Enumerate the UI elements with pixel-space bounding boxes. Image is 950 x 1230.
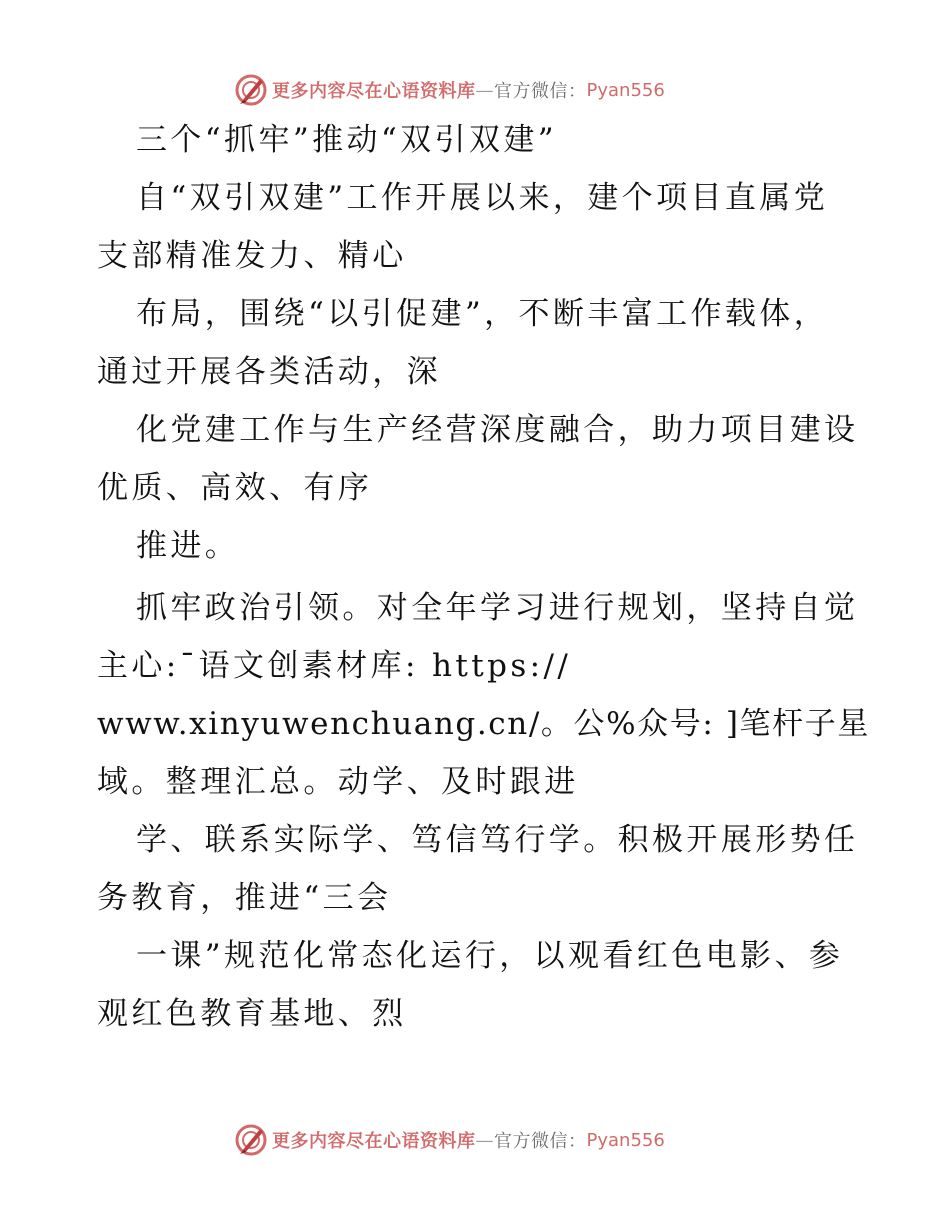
text-line: 自“双引双建”工作开展以来，建个项目直属党 <box>136 180 829 216</box>
text-line: 布局，围绕“以引促建”，不断丰富工作载体， <box>136 296 829 332</box>
text-line: 三个“抓牢”推动“双引双建” <box>136 122 557 158</box>
banner-wechat-id: Pyan556 <box>586 79 665 101</box>
banner-dash: — <box>475 1129 494 1151</box>
footer-banner-content <box>234 1120 665 1160</box>
banner-official-text: 官方微信： <box>494 81 587 102</box>
banner-library-text: 更多内容尽在心语资料库 <box>272 81 476 102</box>
text-line: 观红色教育基地、烈 <box>97 996 407 1032</box>
text-line: 学、联系实际学、笃信笃行学。积极开展形势任 <box>136 822 859 858</box>
text-line: 域。整理汇总。动学、及时跟进 <box>97 764 579 800</box>
banner-official-text: 官方微信： <box>494 1131 587 1152</box>
text-line: 抓牢政治引领。对全年学习进行规划，坚持自觉 <box>136 590 859 626</box>
text-line: 务教育，推进“三会 <box>97 880 392 916</box>
text-line: 通过开展各类活动，深 <box>97 354 441 390</box>
brush-logo-icon <box>234 73 268 107</box>
text-line: 优质、高效、有序 <box>97 470 373 506</box>
footer-banner <box>0 1120 950 1160</box>
header-banner-content <box>234 70 665 110</box>
banner-wechat-id: Pyan556 <box>586 1129 665 1151</box>
banner-library-text: 更多内容尽在心语资料库 <box>272 1131 476 1152</box>
text-line: 推进。 <box>136 528 240 564</box>
text-line: www.xinyuwenchuang.cn/。公%众号: ]笔杆子星 <box>97 706 870 742</box>
header-banner <box>0 70 950 110</box>
text-line: 支部精准发力、精心 <box>97 238 407 274</box>
banner-dash: — <box>475 79 494 101</box>
text-line: 化党建工作与生产经营深度融合，助力项目建设 <box>136 412 859 448</box>
text-line: 一课”规范化常态化运行，以观看红色电影、参 <box>136 938 844 974</box>
brush-logo-icon <box>234 1123 268 1157</box>
text-line: 主心:¯语文创素材库: https:// <box>97 648 572 684</box>
